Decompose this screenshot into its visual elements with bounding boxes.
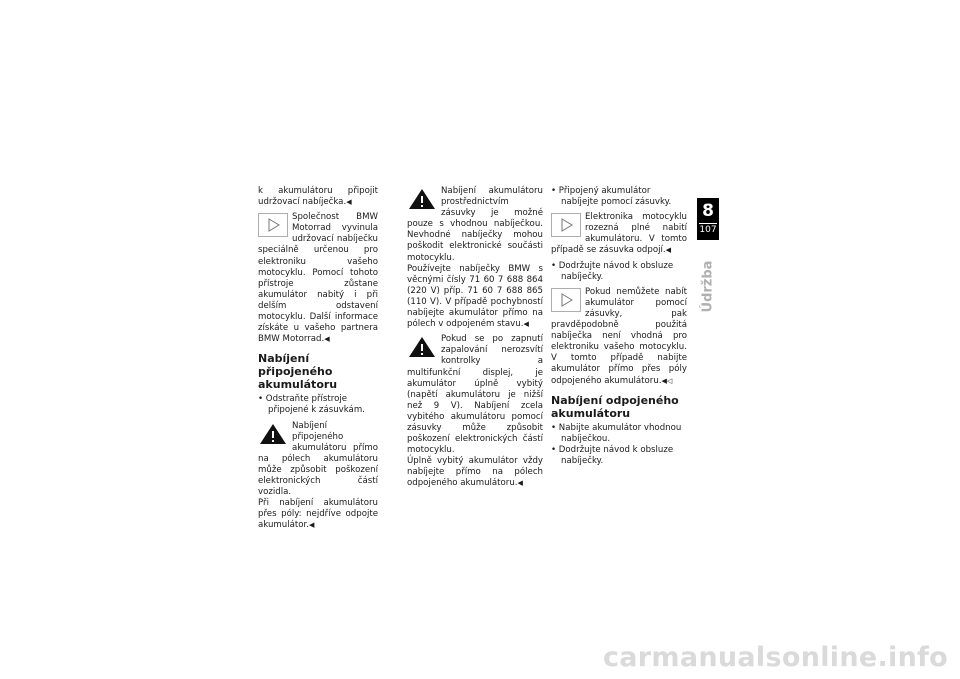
warning-triangle-icon: [407, 335, 437, 359]
paragraph: Při nabíjení akumulátoru přes póly: nejdříve odpojte akumulátor.: [258, 498, 378, 531]
column-2: [407, 186, 543, 490]
warning-triangle-icon: [258, 422, 288, 446]
list-item: • Nabijte akumulátor vhodnou nabíječkou.: [551, 422, 682, 444]
note-triangle-icon: [258, 213, 288, 237]
warning-triangle-icon: [407, 187, 437, 211]
column-3: [551, 186, 687, 467]
end-mark-icon: ◀: [517, 479, 523, 488]
chapter-title: Údržba: [700, 260, 716, 312]
end-mark-icon: ◀: [324, 335, 330, 344]
list-item: • Dodržujte návod k obsluze nabíječky.: [551, 260, 674, 282]
chapter-number: 8: [702, 201, 714, 221]
column-1: [258, 186, 378, 531]
note-text: Pokud nemůžete nabít akumulátor pomocí zásuvky, pak pravděpodobně použitá nabíječka není vhodná pro elektroniku vašeho motocyklu. V tomto případě nabijte akumulátor přímo přes póly odpojeného akumulátoru.: [551, 286, 687, 386]
section-heading: Nabíjení odpojeného akumulátoru: [551, 393, 679, 420]
warning-text: Nabíjení připojeného akumulátoru přímo na pólech akumulátoru může způsobit poškození elektronických částí vozidla.: [258, 420, 378, 498]
end-mark-icon: ◀: [665, 246, 672, 255]
end-mark-icon: ◀: [523, 320, 529, 329]
list-item: • Připojený akumulátor nabíjejte pomocí zásuvky.: [551, 186, 672, 208]
watermark: carmanualsonline.info: [602, 642, 948, 673]
note-block: [551, 212, 687, 256]
note-triangle-icon: [551, 288, 581, 312]
list-item: • Dodržujte návod k obsluze nabíječky.: [551, 444, 674, 466]
note-text: Společnost BMW Motorrad vyvinula udržovací nabíječku speciálně určenou pro elektroniku vašeho motocyklu. Pomocí tohoto přístroje zůstane akumulátor nabitý i při delším odstavení motocyklu. Další informace získáte u vašeho partnera BMW Motorrad.: [258, 212, 378, 345]
divider: [699, 223, 717, 224]
paragraph: k akumulátoru připojit udržovací nabíječka.◀: [258, 186, 378, 208]
warning-block: [407, 186, 543, 264]
side-label: [697, 246, 719, 326]
chapter-tab: [697, 198, 719, 240]
warning-text: Nabíjení akumulátoru prostřednictvím zásuvky je možné pouze s vhodnou nabíječkou. Nevhodné nabíječky mohou poškodit elektronické součásti motocyklu.: [407, 186, 543, 263]
page-number: 107: [699, 225, 717, 235]
warning-block: [407, 334, 543, 456]
warning-block: [258, 421, 378, 499]
note-block: [551, 287, 687, 387]
warning-text: Pokud se po zapnutí zapalování nerozsvítí kontrolky a multifunkční displej, je akumulátor úplně vybitý (napětí akumulátoru je nižší než 9 V). Nabíjení zcela vybitého akumulátoru pomocí zásuvky může způsobit poškození elektronických částí motocyklu.: [407, 334, 543, 456]
end-mark-icon: ◀◁: [661, 376, 673, 385]
end-mark-icon: ◀: [309, 521, 315, 530]
note-triangle-icon: [551, 213, 581, 237]
paragraph: Úplně vybitý akumulátor vždy nabíjejte přímo na pólech odpojeného akumulátoru.: [407, 456, 543, 489]
list-item: • Odstraňte přístroje připojené k zásuvkám.: [258, 394, 365, 416]
end-mark-icon: ◀: [346, 198, 352, 207]
section-heading: Nabíjení připojeného akumulátoru: [258, 352, 338, 392]
note-text: Elektronika motocyklu rozezná plné nabití akumulátoru. V tomto případě se zásuvka odpojí.: [551, 212, 687, 256]
paragraph: Používejte nabíječky BMW s věcnými čísly 71 60 7 688 864 (220 V) příp. 71 60 7 688 865 (110 V). V případě pochybností nabíjejte akumulátor přímo na pólech v odpojeném stavu.: [407, 263, 543, 330]
note-block: [258, 212, 378, 345]
